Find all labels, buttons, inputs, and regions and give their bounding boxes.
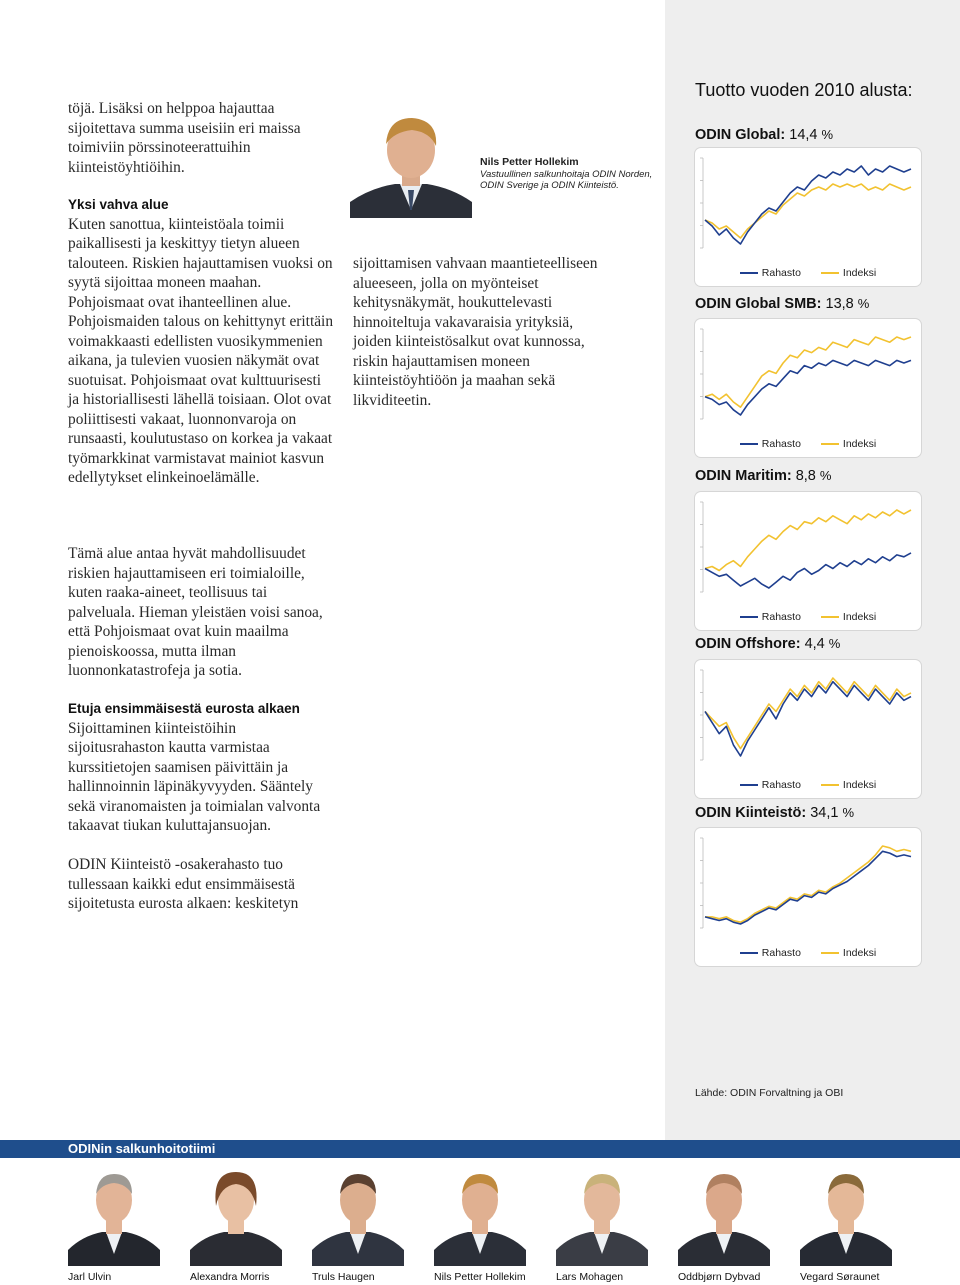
chart-plot [695,492,921,630]
body-paragraph: Kuten sanottua, kiinteistöala toimii paikallisesti ja keskittyy tietyn alueen talouteen. Riskien hajauttamisen vuoksi on syytä sijoittaa moneen maahan. Pohjoismaat ovat ihanteellinen alue. Pohjoismaiden talous on kehittynyt erittäin voimakkaasti edellisten vuosikymmenien aikana, ja tulevien vuosien näkymät ovat suotuisat. Pohjoismaat ovat kulttuurisesti ja historiallisesti lähellä toisiaan. Olot ovat poliittisesti vakaat, luonnonvaroja on runsaasti, koulutustaso on korkea ja vakaat työmarkkinat varmistavat mainiot kasvun edellytykset elinkeinoelämälle. [68,215,334,486]
chart-plot [695,828,921,966]
body-paragraph: töjä. Lisäksi on helppoa hajauttaa sijoitettava summa useisiin eri maissa toimiviin pörssinoteerattuihin kiinteistöyhtiöihin. [68,100,301,176]
chart-legend: Rahasto Indeksi [695,267,921,279]
chart-plot [695,660,921,798]
index-series-line [705,510,911,571]
team-member-name: Oddbjørn Dybvad [678,1271,761,1283]
caption-role: Vastuullinen salkunhoitaja ODIN Norden, ODIN Sverige ja ODIN Kiinteistö. [480,168,653,191]
body-paragraph: ODIN Kiinteistö -osakerahasto tuo tullessaan kaikki edut ensimmäisestä sijoitetusta eurosta alkaen: keskitetyn [68,856,299,912]
fund-chart [695,492,921,630]
chart-legend: Rahasto Indeksi [695,779,921,791]
chart-legend: Rahasto Indeksi [695,947,921,959]
section-heading: Etuja ensimmäisestä eurosta alkaen [68,701,300,716]
index-series-line [705,846,911,922]
fund-series-line [705,851,911,924]
fund-heading: ODIN Global: 14,4 % [695,127,834,143]
index-series-line [705,184,911,238]
team-member-name: Lars Mohagen [556,1271,624,1283]
fund-series-line [705,166,911,244]
left-column-4 [68,855,334,914]
fund-return: 8,8 [795,468,816,484]
team-member-photo [800,1162,892,1266]
team-member-name: Alexandra Morris [190,1271,270,1283]
fund-chart [695,148,921,286]
fund-series-line [705,682,911,756]
index-series-line [705,337,911,407]
team-member-photo [678,1162,770,1266]
team-member-name: Jarl Ulvin [68,1271,112,1283]
caption-name: Nils Petter Hollekim [480,156,579,168]
team-member-photo [434,1162,526,1266]
body-paragraph: Tämä alue antaa hyvät mahdollisuudet riskien hajauttamiseen eri toimialoille, kuten raaka-aineet, teollisuus tai palveluala. Hieman yleistäen voisi sanoa, että Pohjoismaat ovat kuin maailma pienoiskoossa, mutta ilman luonnonkatastrofeja ja sotia. [68,545,323,679]
fund-return: 13,8 [825,296,854,312]
fund-series-line [705,360,911,415]
portrait-caption [480,157,660,192]
fund-return: 14,4 [789,127,818,143]
chart-legend: Rahasto Indeksi [695,438,921,450]
team-member-photo [312,1162,404,1266]
team-title-bar [0,1140,960,1158]
body-paragraph: sijoittamisen vahvaan maantieteelliseen alueeseen, jolla on myönteiset kehitysnäkymät, houkuttelevasti hinnoiteltuja vakavaraisia yrityksiä, joiden kiinteistösalkut ovat kunnossa, riskin hajauttamisen moneen kiinteistöyhtiöön ja maahan sekä likviditeetin. [353,255,598,409]
fund-series-line [705,553,911,588]
team-member-photo [68,1162,160,1266]
team-member-name: Vegard Søraunet [800,1271,880,1283]
portrait-photo [350,110,472,218]
fund-return: 4,4 [804,636,825,652]
body-paragraph: Sijoittaminen kiinteistöihin sijoitusrahaston kautta varmistaa kurssitietojen saamisen päivittäin ja hallinnoinnin läpinäkyvyyden. Sääntely sekä viranomaisten ja toimialan valvonta takaavat tiukan kuluttajansuojan. [68,719,321,834]
chart-legend: Rahasto Indeksi [695,611,921,623]
team-member-photo [556,1162,648,1266]
fund-chart [695,319,921,457]
left-column [68,99,334,488]
left-column-2 [68,544,334,681]
chart-plot [695,319,921,457]
fund-heading: ODIN Offshore: 4,4 % [695,636,841,652]
fund-heading: ODIN Global SMB: 13,8 % [695,296,870,312]
fund-chart [695,828,921,966]
middle-column [353,254,615,410]
index-series-line [705,678,911,749]
fund-chart [695,660,921,798]
left-column-3 [68,699,334,836]
source-note: Lähde: ODIN Forvaltning ja OBI [695,1087,844,1099]
section-heading: Yksi vahva alue [68,197,169,212]
chart-plot [695,148,921,286]
team-member-name: Truls Haugen [312,1271,375,1283]
team-member-photo [190,1162,282,1266]
fund-heading: ODIN Maritim: 8,8 % [695,468,832,484]
fund-return: 34,1 [810,805,839,821]
fund-heading: ODIN Kiinteistö: 34,1 % [695,805,855,821]
team-title: ODINin salkunhoitotiimi [68,1141,216,1156]
sidebar-title: Tuotto vuoden 2010 alusta: [695,80,913,100]
team-member-name: Nils Petter Hollekim [434,1271,526,1283]
